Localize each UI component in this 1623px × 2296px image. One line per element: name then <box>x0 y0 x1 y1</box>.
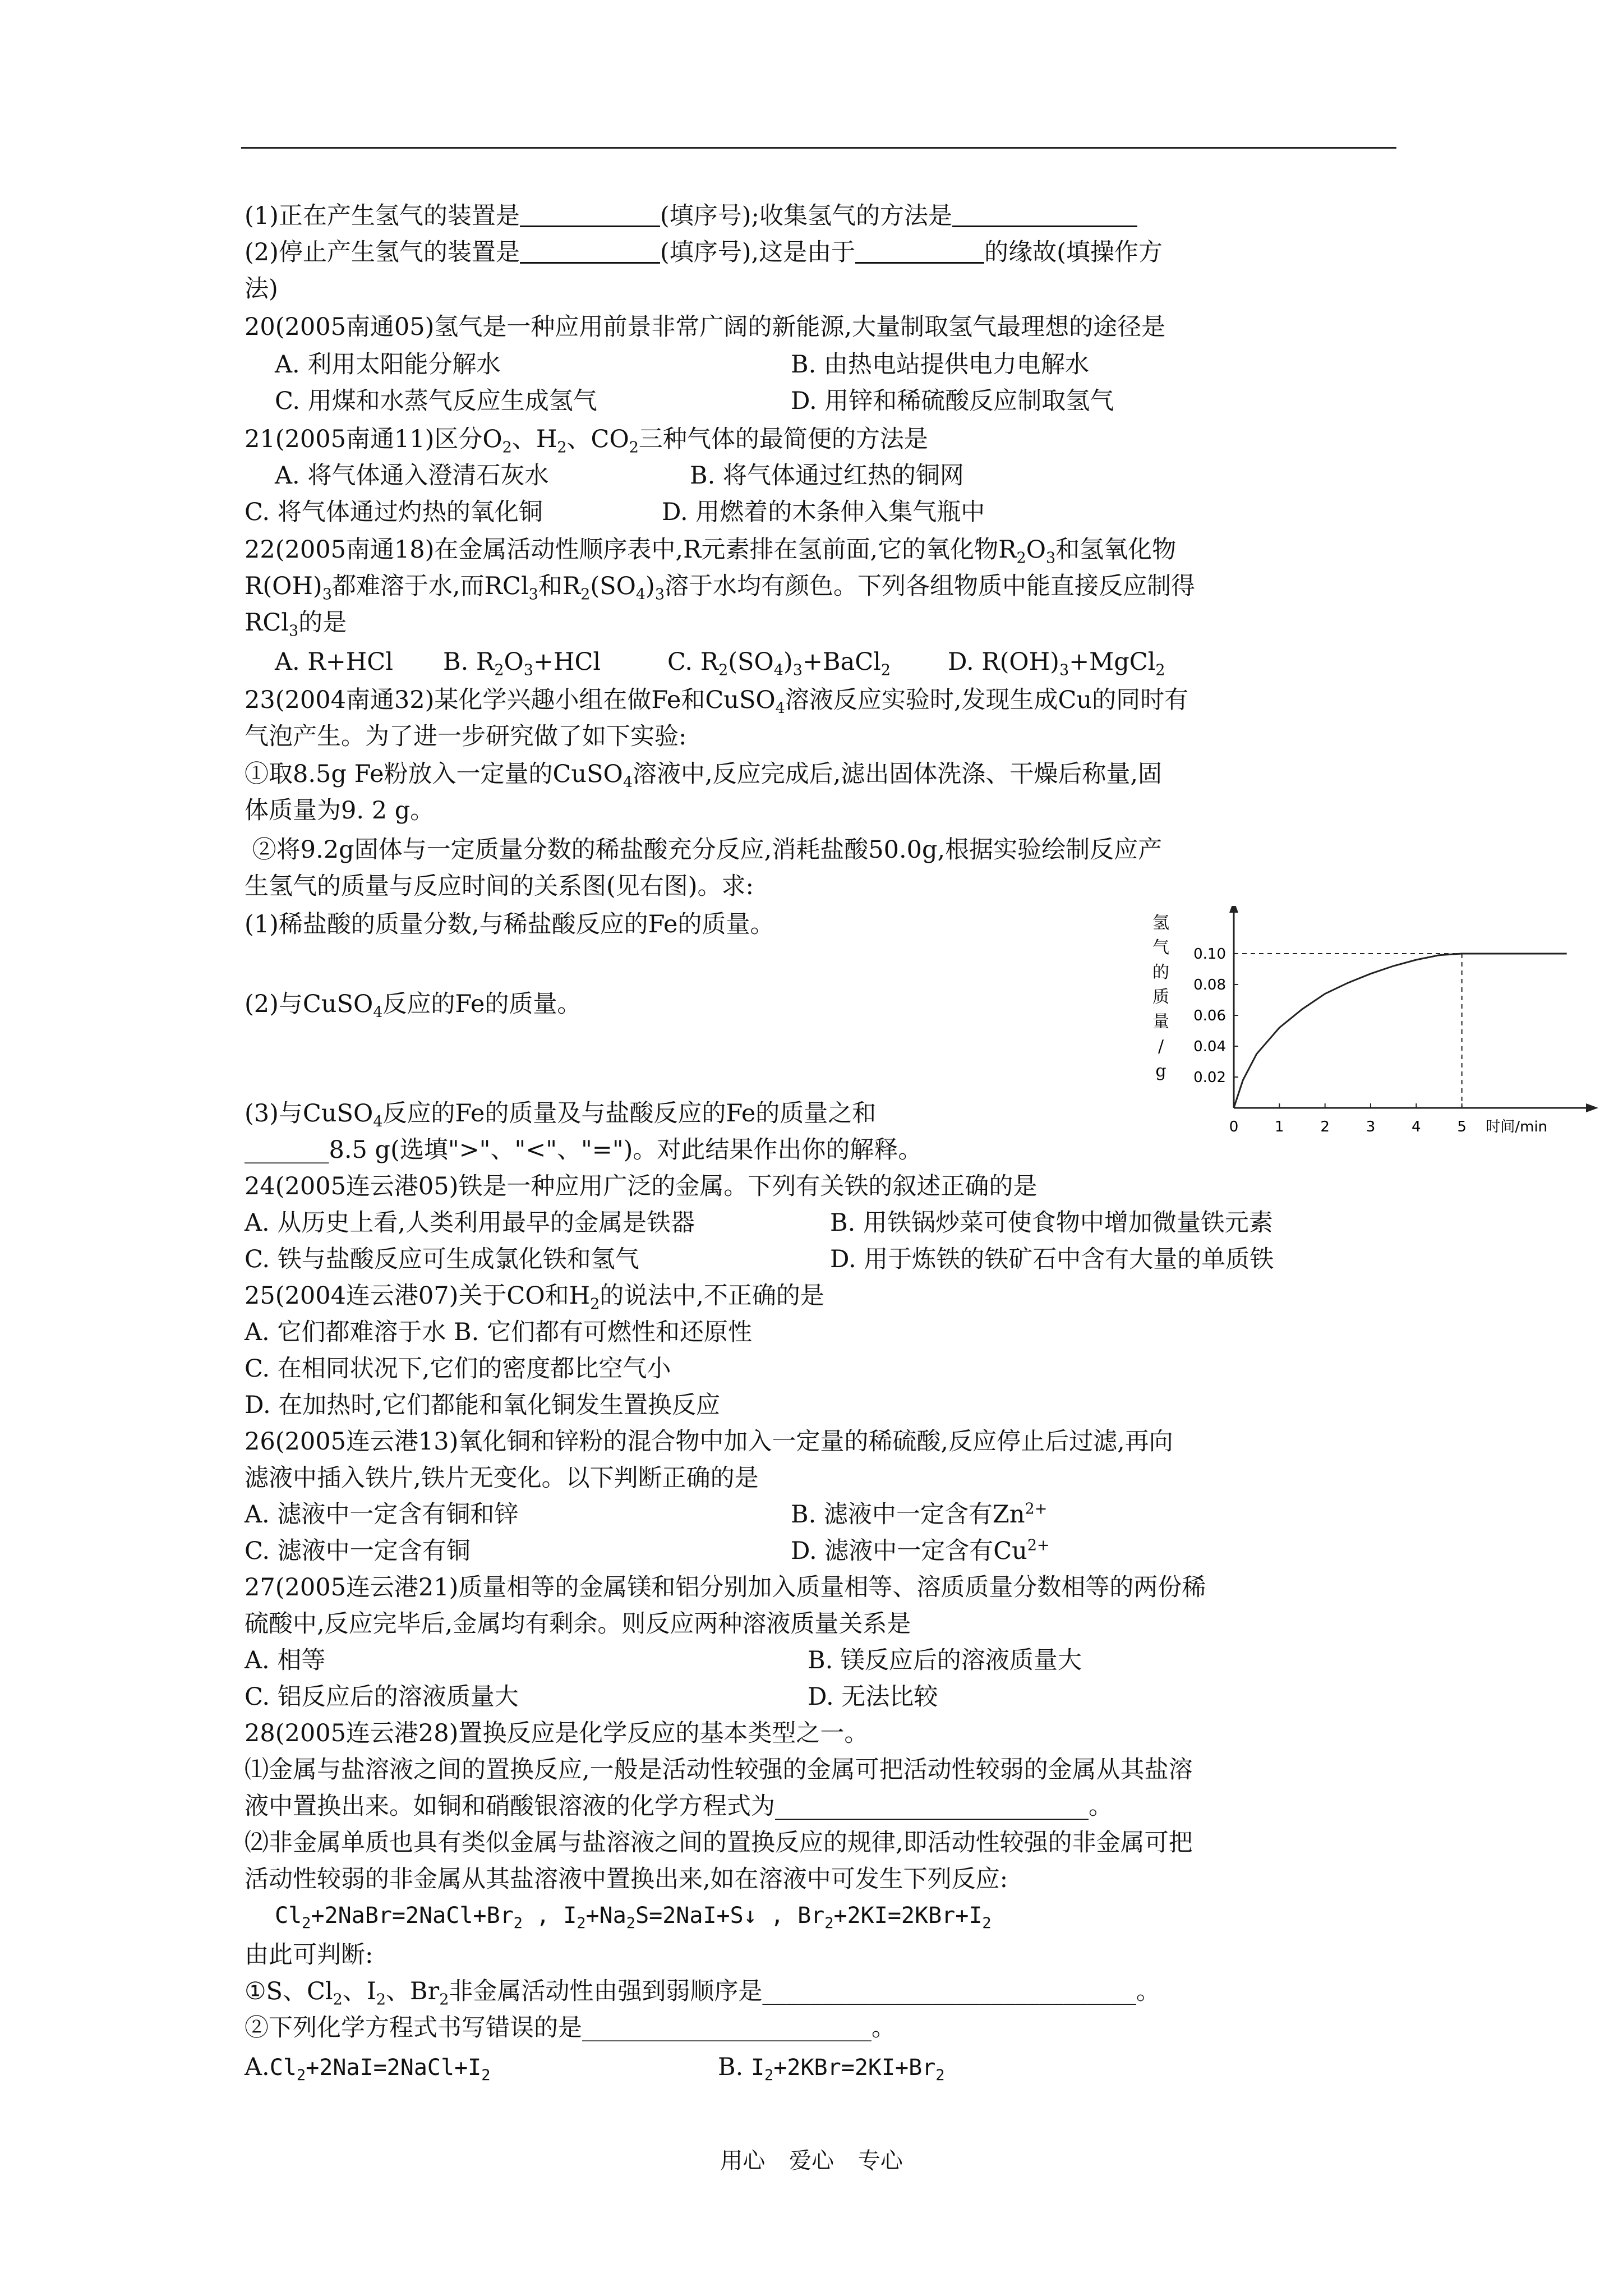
y-axis-label-char: / <box>1158 1037 1164 1056</box>
q26-option-b: B. 滤液中一定含有$Zn^{2+}$ <box>791 1500 1048 1529</box>
q28-line-7: ①S、$Cl_2$、$I_2$、$Br_2$非金属活动性由强到弱顺序是_______________________________。 <box>245 1977 1160 2009</box>
q28-option-a: $A.Cl_2+2NaI=2NaCl+I_2$ <box>245 2053 491 2084</box>
hydrogen-mass-chart <box>1138 906 1604 1142</box>
q28-option-b: B. $I_2+2KBr=2KI+Br_2$ <box>718 2053 945 2084</box>
q23-line-6: 生氢气的质量与反应时间的关系图(见右图)。求: <box>245 872 754 900</box>
x-tick-label: 3 <box>1366 1119 1376 1135</box>
q23-question-3: (3)与CuSO$_4$反应的Fe的质量及与盐酸反应的Fe的质量之和 <box>245 1099 877 1131</box>
q24-option-a: A. 从历史上看,人类利用最早的金属是铁器 <box>245 1209 695 1237</box>
q28-line-5: 活动性较弱的非金属从其盐溶液中置换出来,如在溶液中可发生下列反应: <box>245 1865 1008 1893</box>
x-axis-arrow <box>1586 1103 1598 1112</box>
x-tick-label: 4 <box>1412 1119 1421 1135</box>
q27-option-c: C. 铝反应后的溶液质量大 <box>245 1683 519 1711</box>
q22-line-2: $R(OH)_3$都难溶于水,而RCl$_3$和$R_2(SO_4)_3$溶于水均有颜色。下列各组物质中能直接反应制得 <box>245 572 1195 604</box>
q28-line-3: 液中置换出来。如铜和硝酸银溶液的化学方程式为__________________________。 <box>245 1792 1113 1820</box>
x-axis-label: 时间/min <box>1486 1119 1548 1135</box>
q27-option-b: B. 镁反应后的溶液质量大 <box>808 1646 1082 1674</box>
q25-options-ab: A. 它们都难溶于水 B. 它们都有可燃性和还原性 <box>245 1318 752 1346</box>
q26-line-2: 滤液中插入铁片,铁片无变化。以下判断正确的是 <box>245 1464 759 1492</box>
x-tick-label: 2 <box>1320 1119 1330 1135</box>
q21-option-b: B. 将气体通过红热的铜网 <box>690 462 964 490</box>
x-tick-label: 1 <box>1275 1119 1284 1135</box>
q21-option-d: D. 用燃着的木条伸入集气瓶中 <box>662 498 985 526</box>
q28-line-8: ②下列化学方程式书写错误的是________________________。 <box>245 2014 896 2042</box>
q22-option-d: D. $R(OH)_3+MgCl_2$ <box>948 648 1165 679</box>
y-axis-label-char: g <box>1155 1061 1166 1081</box>
q20-option-b: B. 由热电站提供电力电解水 <box>791 351 1089 379</box>
q23-line-2: 气泡产生。为了进一步研究做了如下实验: <box>245 723 687 751</box>
q19-line-1: (1)正在产生氢气的装置是 (填序号);收集氢气的方法是 <box>245 199 1137 233</box>
q21-stem: 21(2005南通11)区分$O_2$、$H_2$、$CO_2$三种气体的最简便的方法是 <box>245 425 928 457</box>
y-axis-label-char: 的 <box>1152 963 1169 982</box>
y-tick-label: 0.04 <box>1193 1038 1226 1055</box>
q23-line-4: 体质量为9. 2 g。 <box>245 797 435 825</box>
q25-stem: 25(2004连云港07)关于CO和$H_2$的说法中,不正确的是 <box>245 1282 824 1313</box>
q25-option-c: C. 在相同状况下,它们的密度都比空气小 <box>245 1355 671 1383</box>
y-tick-label: 0.02 <box>1193 1069 1226 1086</box>
q24-option-c: C. 铁与盐酸反应可生成氯化铁和氢气 <box>245 1245 639 1273</box>
q20-option-a: A. 利用太阳能分解水 <box>275 351 501 379</box>
q28-line-6: 由此可判断: <box>245 1941 374 1969</box>
q27-option-d: D. 无法比较 <box>808 1683 938 1711</box>
q26-option-a: A. 滤液中一定含有铜和锌 <box>245 1501 519 1529</box>
q27-option-a: A. 相等 <box>245 1646 326 1674</box>
y-axis-label-char: 氢 <box>1152 913 1169 933</box>
page-footer: 用心 爱心 专心 <box>720 2148 903 2174</box>
q27-line-2: 硫酸中,反应完毕后,金属均有剩余。则反应两种溶液质量关系是 <box>245 1610 911 1638</box>
q22-line-3: RCl$_3$的是 <box>245 609 347 640</box>
header-rule <box>241 147 1396 149</box>
q23-question-3-line-2: _______8.5 g(选填">"、"<"、"=")。对此结果作出你的解释。 <box>245 1136 923 1164</box>
x-tick-label: 5 <box>1457 1119 1467 1135</box>
q22-option-b: B. $R_2O_3+HCl$ <box>443 648 601 679</box>
y-tick-label: 0.10 <box>1193 946 1226 963</box>
y-tick-label: 0.08 <box>1193 977 1226 993</box>
q22-option-c: C. $R_2(SO_4)_3+BaCl_2$ <box>667 648 891 679</box>
q24-stem: 24(2005连云港05)铁是一种应用广泛的金属。下列有关铁的叙述正确的是 <box>245 1172 1038 1200</box>
q23-question-2: (2)与CuSO$_4$反应的Fe的质量。 <box>245 990 582 1022</box>
q22-option-a: A. R+HCl <box>275 648 393 676</box>
q28-equations: $Cl_2+2NaBr=2NaCl+Br_2$ , $I_2+Na_2S=2NaI+S↓$ , $Br_2+2KI=2KBr+I_2$ <box>275 1903 992 1932</box>
q24-option-b: B. 用铁锅炒菜可使食物中增加微量铁元素 <box>830 1209 1273 1237</box>
y-axis-label-char: 量 <box>1152 1012 1169 1032</box>
q28-line-2: ⑴金属与盐溶液之间的置换反应,一般是活动性较强的金属可把活动性较弱的金属从其盐溶 <box>245 1756 1193 1784</box>
q22-line-1: 22(2005南通18)在金属活动性顺序表中,R元素排在氢前面,它的氧化物$R_2O_3$和氢氧化物 <box>245 536 1177 567</box>
q20-option-c: C. 用煤和水蒸气反应生成氢气 <box>275 387 597 415</box>
q23-line-5: ②将9.2g固体与一定质量分数的稀盐酸充分反应,消耗盐酸50.0g,根据实验绘制反应产 <box>245 836 1163 864</box>
y-tick-label: 0.06 <box>1193 1007 1226 1024</box>
q23-line-3: ①取8.5g Fe粉放入一定量的CuSO$_4$溶液中,反应完成后,滤出固体洗涤、干燥后称量,固 <box>245 760 1163 792</box>
q21-option-c: C. 将气体通过灼热的氧化铜 <box>245 498 543 526</box>
q20-option-d: D. 用锌和稀硫酸反应制取氢气 <box>791 387 1114 415</box>
q26-line-1: 26(2005连云港13)氧化铜和锌粉的混合物中加入一定量的稀硫酸,反应停止后过滤,再向 <box>245 1428 1173 1456</box>
y-axis-label-char: 质 <box>1152 987 1169 1007</box>
q28-line-4: ⑵非金属单质也具有类似金属与盐溶液之间的置换反应的规律,即活动性较强的非金属可把 <box>245 1829 1193 1857</box>
q19-line-3: 法) <box>245 275 278 303</box>
q20-stem: 20(2005南通05)氢气是一种应用前景非常广阔的新能源,大量制取氢气最理想的途径是 <box>245 313 1166 341</box>
q23-line-1: 23(2004南通32)某化学兴趣小组在做Fe和CuSO$_4$溶液反应实验时,发现生成Cu的同时有 <box>245 686 1189 717</box>
y-axis-label-char: 气 <box>1152 938 1169 958</box>
q23-question-1: (1)稀盐酸的质量分数,与稀盐酸反应的Fe的质量。 <box>245 910 774 938</box>
y-axis-arrow <box>1229 906 1238 913</box>
q26-option-d: D. 滤液中一定含有$Cu^{2+}$ <box>791 1536 1050 1565</box>
q25-option-d: D. 在加热时,它们都能和氧化铜发生置换反应 <box>245 1391 720 1419</box>
q28-line-1: 28(2005连云港28)置换反应是化学反应的基本类型之一。 <box>245 1719 869 1747</box>
q26-option-c: C. 滤液中一定含有铜 <box>245 1537 471 1565</box>
x-tick-label: 0 <box>1229 1119 1239 1135</box>
q19-line-2: (2)停止产生氢气的装置是 (填序号),这是由于 的缘故(填操作方 <box>245 238 1163 266</box>
data-line <box>1234 954 1567 1108</box>
q21-option-a: A. 将气体通入澄清石灰水 <box>275 462 549 490</box>
q24-option-d: D. 用于炼铁的铁矿石中含有大量的单质铁 <box>830 1245 1274 1273</box>
q27-line-1: 27(2005连云港21)质量相等的金属镁和铝分别加入质量相等、溶质质量分数相等的两份稀 <box>245 1573 1206 1602</box>
